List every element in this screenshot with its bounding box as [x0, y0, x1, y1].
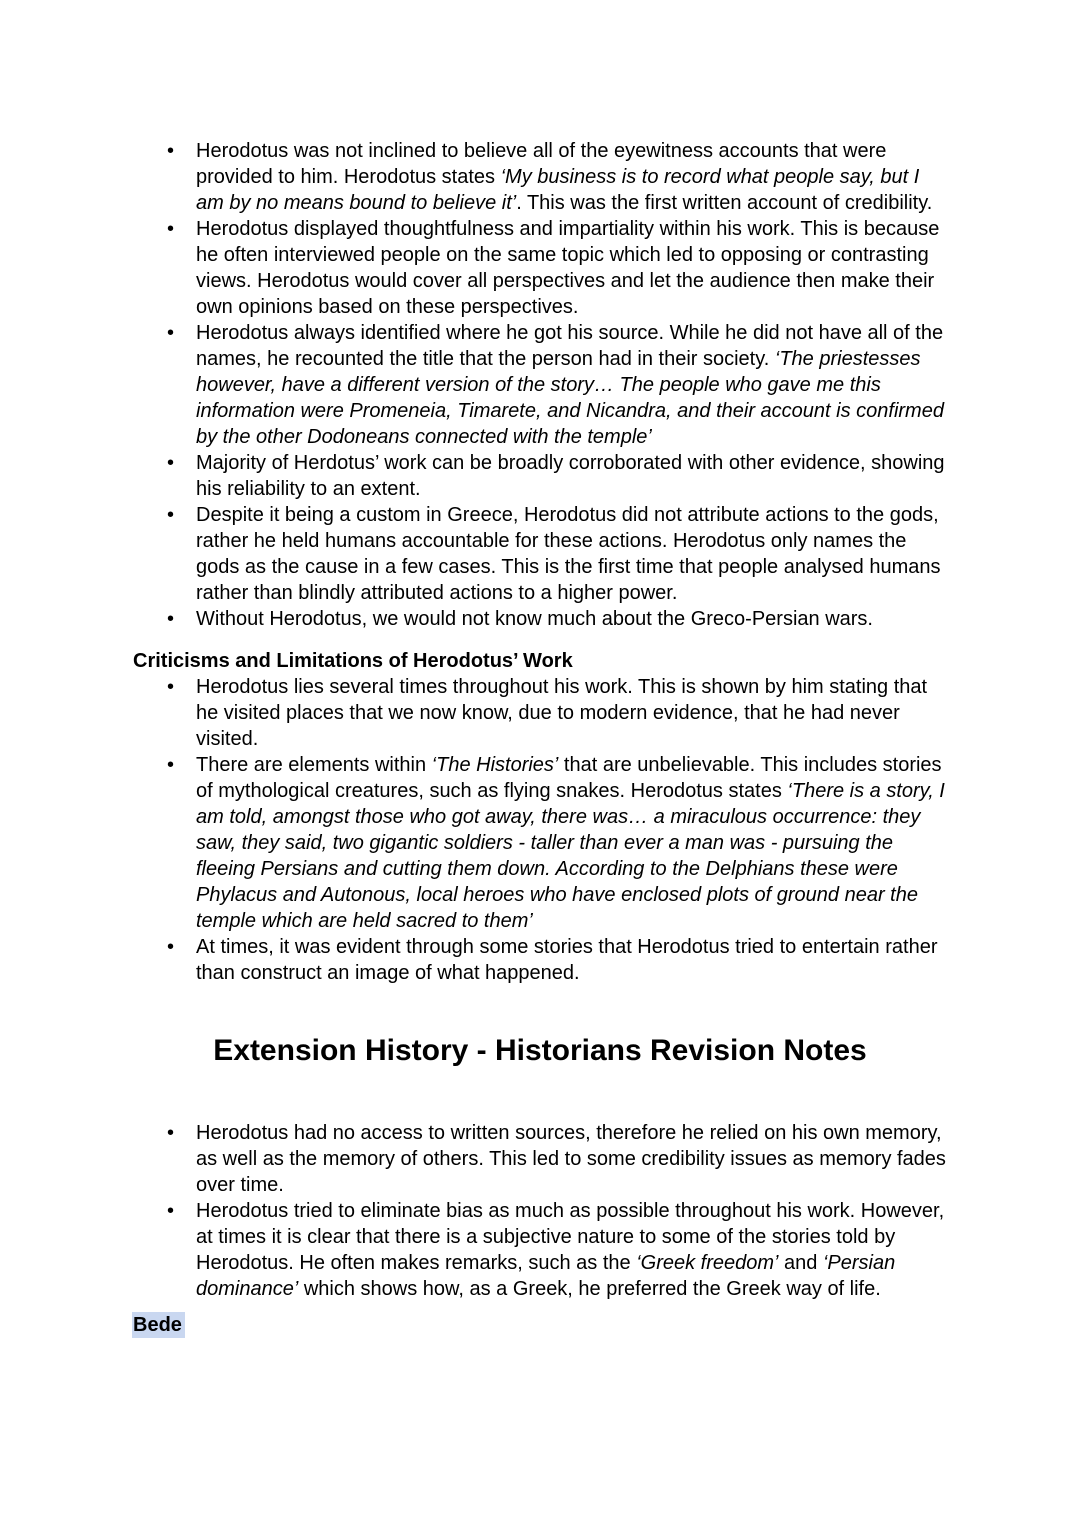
text-run: Majority of Herdotus’ work can be broadly corroborated with other evidence, showing his reliability to an extent.: [196, 452, 945, 500]
text-run: Herodotus always identified where he got his source. While he did not have all of the names, he recounted the title that the person had in their society.: [196, 322, 944, 370]
text-run: Herodotus tried to eliminate bias as much as possible throughout his work. However, at times it is clear that there is a subjective nature to some of the stories told by Herodotus. He often makes remarks, such as the: [196, 1200, 945, 1274]
bede-highlighted-text: Bede: [132, 1312, 185, 1338]
text-run: There are elements within: [196, 754, 432, 776]
text-run: Herodotus displayed thoughtfulness and impartiality within his work. This is because he often interviewed people on the same topic which led to opposing or contrasting views. Herodotus would cover all perspectives and let the audience then make their own opinions based on these perspectives.: [196, 218, 940, 318]
bullet-item: [196, 674, 947, 752]
text-run: Herodotus was not inclined to believe all of the eyewitness accounts that were provided to him. Herodotus states: [196, 140, 887, 188]
italic-text-run: ‘My business is to record what people say, but I am by no means bound to believe it’: [196, 166, 920, 214]
bullet-item: [196, 934, 947, 986]
criticisms-list: [133, 674, 947, 986]
bullet-item: [196, 1198, 947, 1302]
bullet-item: [196, 752, 947, 934]
italic-text-run: ‘Persian dominance’: [196, 1252, 896, 1300]
bullet-item: [196, 1120, 947, 1198]
criticisms-heading: Criticisms and Limitations of Herodotus’ Work: [133, 650, 573, 672]
text-run: and: [778, 1252, 823, 1274]
italic-text-run: ‘The Histories’: [431, 754, 559, 776]
bullet-item: [196, 606, 947, 632]
text-run: which shows how, as a Greek, he preferred the Greek way of life.: [298, 1278, 881, 1300]
italic-text-run: ‘The priestesses however, have a different version of the story… The people who gave me this information were Promeneia, Timarete, and Nicandra, and their account is confirmed by the other Dodoneans connected with the temple’: [196, 348, 944, 448]
text-run: that are unbelievable. This includes stories of mythological creatures, such as flying snakes. Herodotus states: [196, 754, 942, 802]
italic-text-run: ‘Greek freedom’: [636, 1252, 779, 1274]
text-run: Herodotus lies several times throughout his work. This is shown by him stating that he visited places that we now know, due to modern evidence, that he had never visited.: [196, 676, 928, 750]
document-title: Extension History - Historians Revision Notes: [213, 1034, 867, 1067]
text-run: At times, it was evident through some stories that Herodotus tried to entertain rather than construct an image of what happened.: [196, 936, 938, 984]
text-run: Despite it being a custom in Greece, Herodotus did not attribute actions to the gods, rather he held humans accountable for these actions. Herodotus only names the gods as the cause in a few cases. This is the first time that people analysed humans rather than blindly attributed actions to a higher power.: [196, 504, 941, 604]
bullet-item: [196, 138, 947, 216]
bullet-item: [196, 320, 947, 450]
bullet-item: [196, 450, 947, 502]
bede-heading: [133, 1312, 947, 1338]
text-run: . This was the first written account of credibility.: [516, 192, 933, 214]
bullet-item: [196, 216, 947, 320]
herodotus-reliability-list: [133, 138, 947, 632]
bullet-item: [196, 502, 947, 606]
italic-text-run: ‘There is a story, I am told, amongst those who got away, there was… a miraculous occurrence: they saw, they said, two gigantic soldiers - taller than ever a man was - pursuing the fleeing Persians and cutting them down. According to the Delphians these were Phylacus and Autonous, local heroes who have enclosed plots of ground near the temple which are held sacred to them’: [196, 780, 945, 932]
text-run: Herodotus had no access to written sources, therefore he relied on his own memory, as well as the memory of others. This led to some credibility issues as memory fades over time.: [196, 1122, 946, 1196]
extension-notes-list: [133, 1120, 947, 1302]
text-run: Without Herodotus, we would not know much about the Greco-Persian wars.: [196, 608, 873, 630]
